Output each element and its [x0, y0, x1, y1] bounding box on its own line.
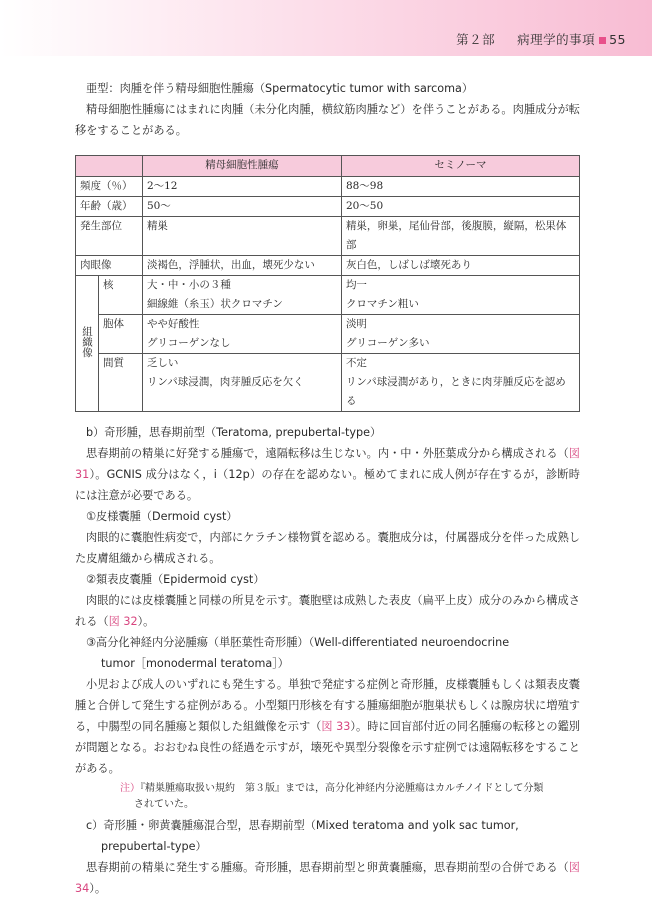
- note-line2: されていた。: [134, 799, 194, 810]
- page-number: 55: [609, 32, 626, 47]
- cell-seminoma: 灰白色，しばしば壊死あり: [341, 256, 579, 276]
- page-body: [75, 78, 580, 899]
- section-c-heading-line1: c）奇形腫・卵黄嚢腫瘍混合型，思春期前型（Mixed teratoma and yolk sac tumor,: [86, 819, 519, 832]
- cell-spermatocytic: 精巣: [142, 217, 341, 256]
- comparison-table: [75, 155, 580, 412]
- cell-spermatocytic: 50～: [142, 197, 341, 217]
- cell-line: リンパ球浸潤があり，ときに肉芽腫反応を認める: [345, 376, 566, 407]
- table-row: [76, 197, 580, 217]
- note-mark: 注）: [120, 783, 140, 794]
- histology-label: [76, 276, 99, 412]
- row-label: 頻度（％）: [76, 177, 143, 197]
- cell-seminoma: [341, 354, 579, 412]
- figure-ref-33[interactable]: 図 33: [321, 720, 351, 733]
- histology-sub-label: 間質: [99, 354, 143, 412]
- figure-ref-31[interactable]: 図 31: [75, 447, 580, 481]
- neuroendocrine-paragraph: [75, 674, 580, 779]
- cell-line: 大・中・小の３種: [146, 279, 231, 291]
- cell-line: リンパ球浸潤，肉芽腫反応を欠く: [146, 376, 304, 388]
- table-header-blank: [76, 156, 143, 177]
- neuroendocrine-heading-line1: ③高分化神経内分泌腫瘍（単胚葉性奇形腫）（Well-differentiated neuroendocrine: [86, 636, 510, 649]
- histology-sub-label: 核: [99, 276, 143, 315]
- cell-line: グリコーゲン多い: [345, 337, 430, 349]
- histology-sub-label: 胞体: [99, 315, 143, 354]
- epidermoid-paragraph: [75, 590, 580, 632]
- text-run: ）。時に回盲部付近の同名腫瘍の転移との鑑別が問題となる。おおむね良性の経過を示すが，壊死や異型分裂像を示す症例では遠隔転移をすることがある。: [75, 720, 580, 775]
- table-row-histology: [76, 354, 580, 412]
- cell-line: 淡明: [345, 318, 367, 330]
- part-label: 第２部: [456, 32, 496, 47]
- cell-seminoma: 88～98: [341, 177, 579, 197]
- cell-seminoma: 20～50: [341, 197, 579, 217]
- text-run: 思春期前の精巣に発生する腫瘍。奇形腫，思春期前型と卵黄嚢腫瘍，思春期前型の合併である（: [86, 861, 569, 874]
- text-run: 小児および成人のいずれにも発生する。単独で発症する症例と奇形腫，皮様囊腫もしくは類表皮囊腫と合併して発生する症例がある。小型類円形核を有する腫瘍細胞が胞巣状もしくは腺房状に増殖する，中腸型の同名腫瘍と類似した組織像を示す（: [75, 678, 580, 733]
- cell-spermatocytic: 2～12: [142, 177, 341, 197]
- table-row: [76, 256, 580, 276]
- page-header: [0, 0, 652, 56]
- table-row-histology: [76, 276, 580, 315]
- cell-seminoma: 精巣，卵巣，尾仙骨部，後腹膜，縦隔，松果体部: [341, 217, 579, 256]
- cell-spermatocytic: [142, 276, 341, 315]
- text-run: 思春期前の精巣に好発する腫瘍で，遠隔転移は生じない。内・中・外胚葉成分から構成される（: [86, 447, 569, 460]
- figure-ref-34[interactable]: 図 34: [75, 861, 580, 895]
- cell-spermatocytic: 淡褐色，浮腫状，出血，壊死少ない: [142, 256, 341, 276]
- cell-spermatocytic: [142, 315, 341, 354]
- footnote: [75, 781, 580, 813]
- intro-paragraph: 精母細胞性腫瘍にはまれに肉腫（未分化肉腫，横紋筋肉腫など）を伴うことがある。肉腫成分が転移をすることがある。: [75, 103, 580, 137]
- section-c-heading-line2: prepubertal-type）: [101, 840, 207, 853]
- histology-label-text: 組織像: [81, 325, 93, 358]
- table-row: [76, 217, 580, 256]
- dermoid-heading: ①皮様囊腫（Dermoid cyst）: [86, 510, 238, 523]
- text-run: ）。GCNIS 成分はなく，i（12p）の存在を認めない。極めてまれに成人例が存在するが，診断時には注意が必要である。: [75, 468, 580, 502]
- running-head: [456, 30, 626, 48]
- text-run: ）。: [137, 615, 155, 628]
- cell-line: 不定: [345, 357, 367, 369]
- figure-ref-32[interactable]: 図 32: [108, 615, 138, 628]
- neuroendocrine-heading-line2: tumor［monodermal teratoma］）: [101, 657, 289, 670]
- cell-line: グリコーゲンなし: [146, 337, 231, 349]
- cell-line: クロマチン粗い: [345, 298, 419, 310]
- cell-seminoma: [341, 276, 579, 315]
- section-c-paragraph: [75, 857, 580, 899]
- cell-line: 乏しい: [146, 357, 179, 369]
- table-header-seminoma: セミノーマ: [341, 156, 579, 177]
- section-title: 病理学的事項: [517, 32, 596, 47]
- table-row-histology: [76, 315, 580, 354]
- section-b-paragraph: [75, 443, 580, 506]
- table-row: [76, 177, 580, 197]
- table-header-row: [76, 156, 580, 177]
- cell-seminoma: [341, 315, 579, 354]
- dermoid-paragraph: 肉眼的に囊胞性病変で，内部にケラチン様物質を認める。囊胞成分は，付属器成分を伴った成熟した皮膚組織から構成される。: [75, 531, 580, 565]
- table-header-spermatocytic: 精母細胞性腫瘍: [142, 156, 341, 177]
- note-line1: 『精巣腫瘍取扱い規約 第３版』までは，高分化神経内分泌腫瘍はカルチノイドとして分類: [140, 783, 544, 794]
- row-label: 年齢（歳）: [76, 197, 143, 217]
- row-label: 発生部位: [76, 217, 143, 256]
- text-run: 肉眼的には皮様囊腫と同様の所見を示す。囊胞壁は成熟した表皮（扁平上皮）成分のみから構成される（: [75, 594, 580, 628]
- cell-line: 細線維（糸玉）状クロマチン: [146, 298, 283, 310]
- row-label: 肉眼像: [76, 256, 143, 276]
- square-bullet-icon: [599, 37, 606, 44]
- cell-spermatocytic: [142, 354, 341, 412]
- cell-line: 均一: [345, 279, 367, 291]
- cell-line: やや好酸性: [146, 318, 200, 330]
- section-b-heading: b）奇形腫，思春期前型（Teratoma, prepubertal-type）: [86, 426, 382, 439]
- text-run: ）。: [89, 882, 107, 895]
- subtype-line: 亜型：肉腫を伴う精母細胞性腫瘍（Spermatocytic tumor with sarcoma）: [86, 82, 474, 95]
- epidermoid-heading: ②類表皮囊腫（Epidermoid cyst）: [86, 573, 265, 586]
